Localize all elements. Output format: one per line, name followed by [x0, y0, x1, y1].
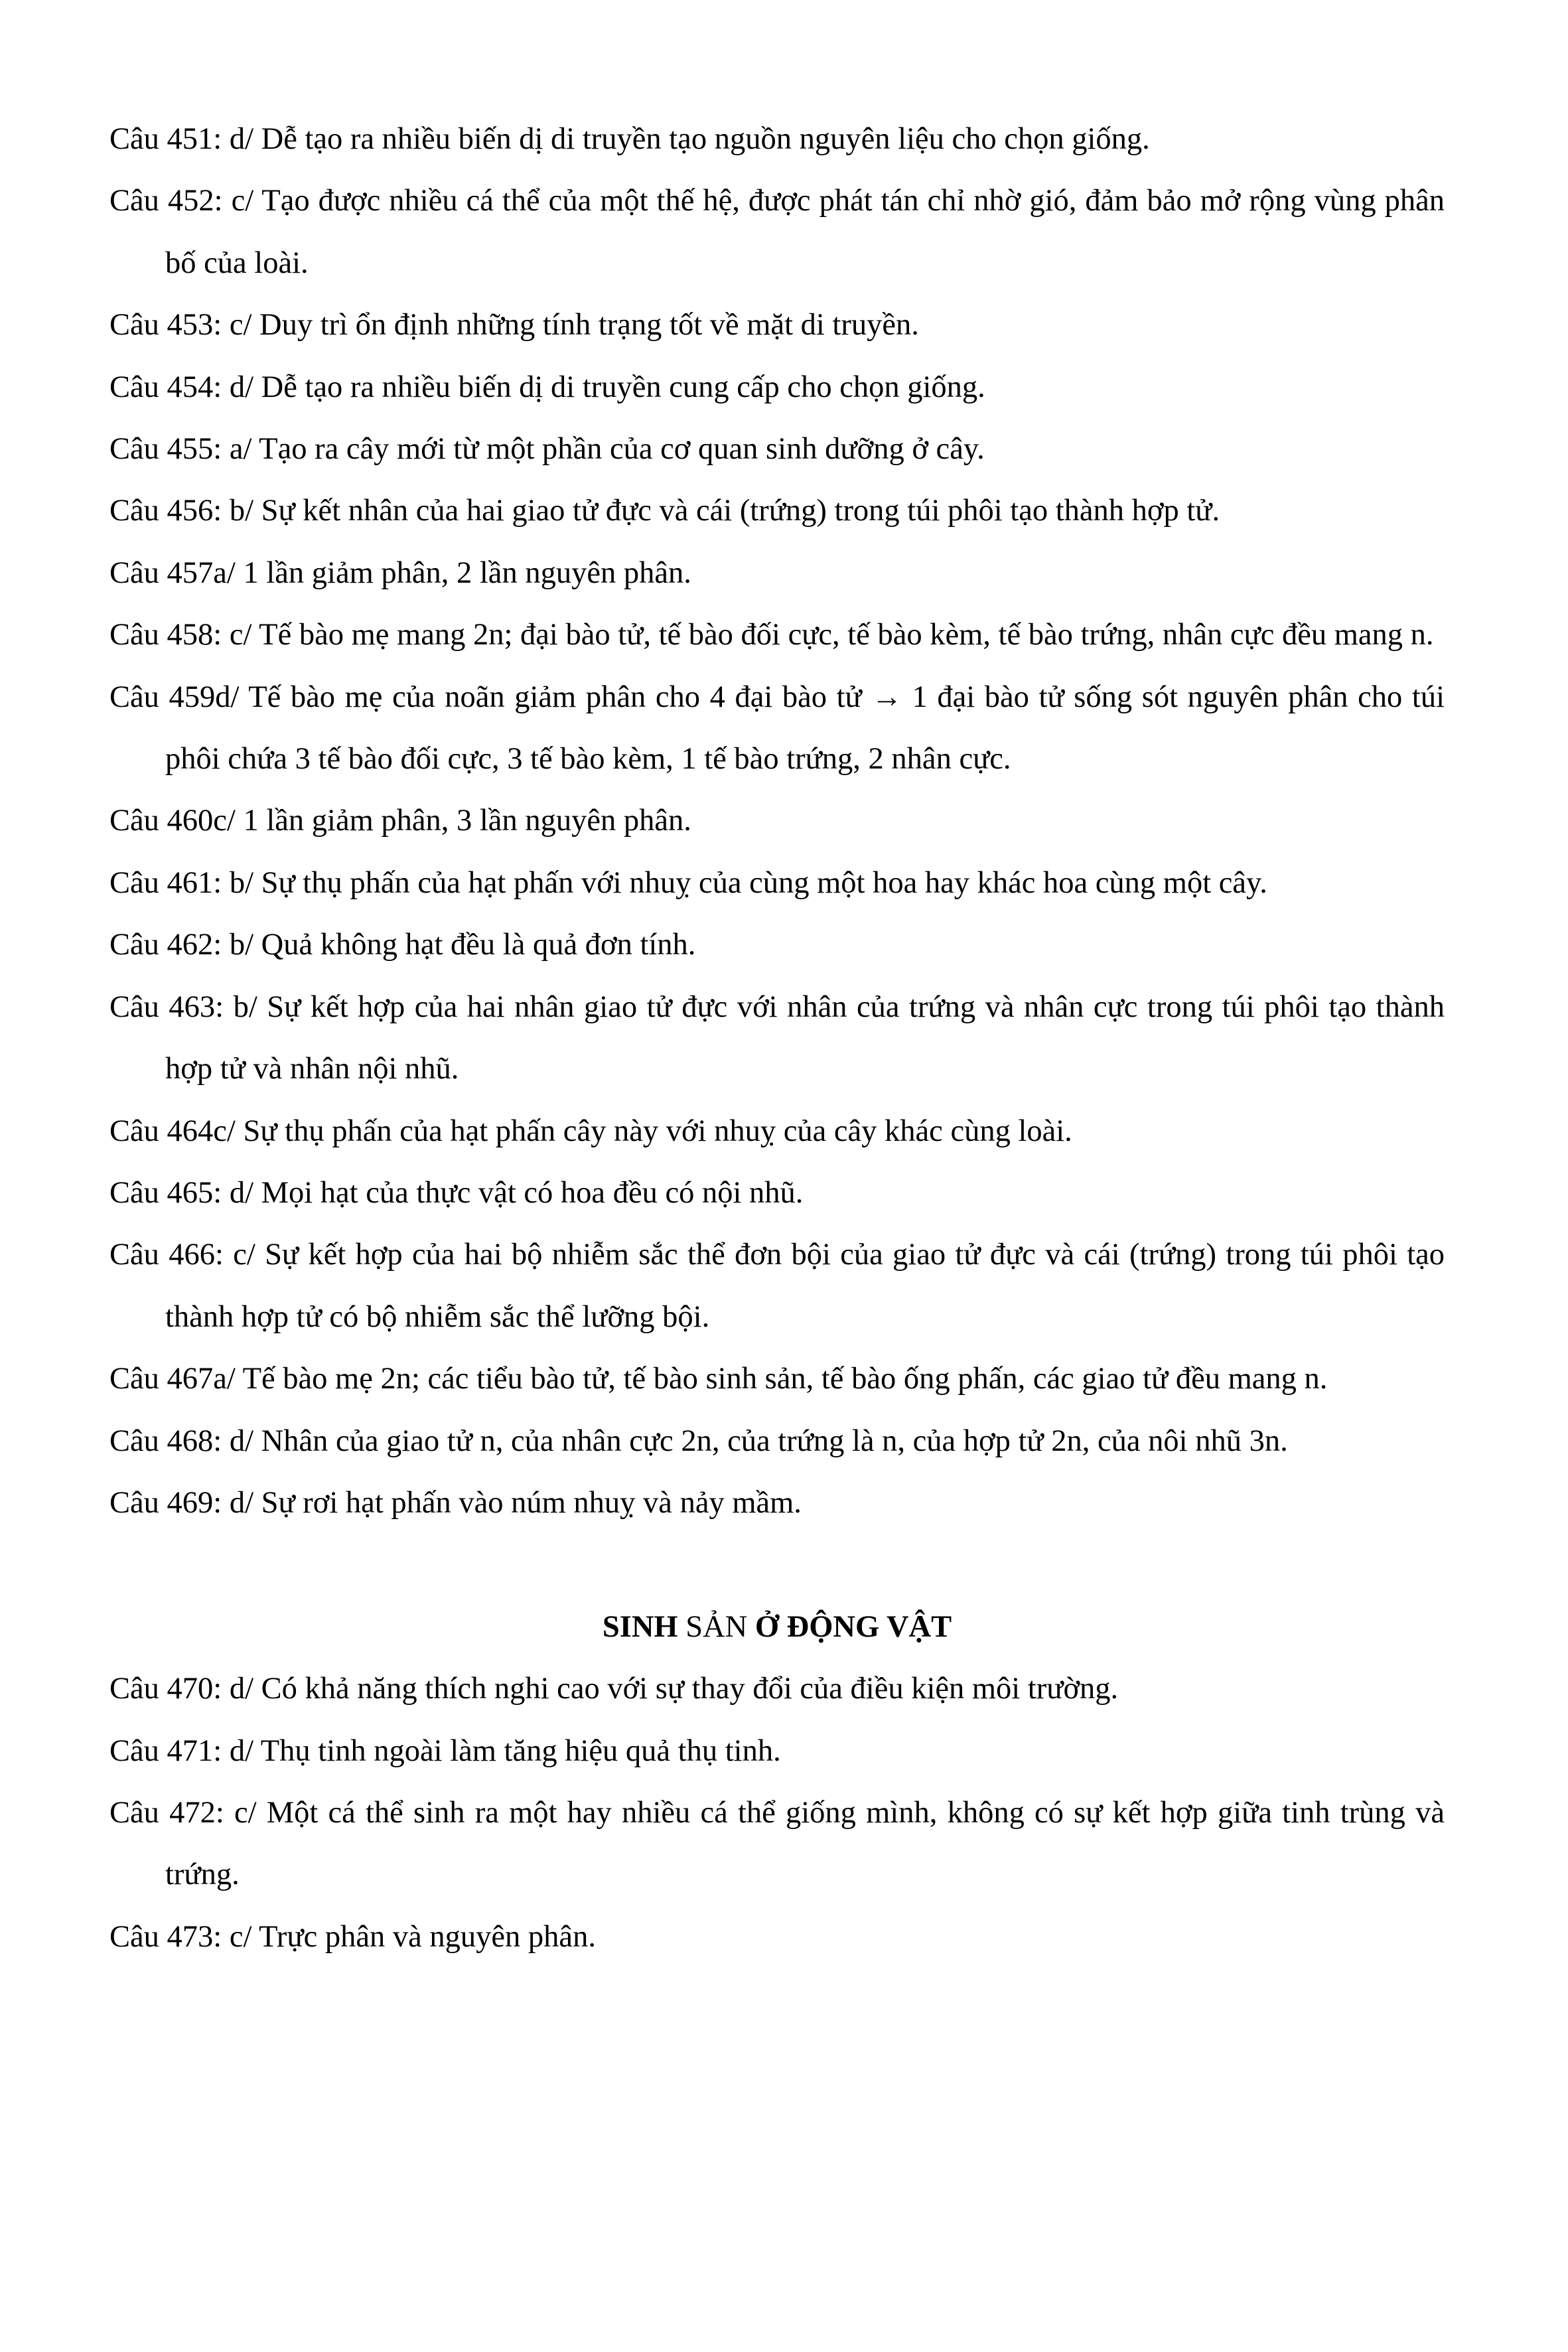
- answer-item: Câu 452: c/ Tạo được nhiều cá thể của một thế hệ, được phát tán chỉ nhờ gió, đảm bảo mở rộng vùng phân bố của loài.: [109, 184, 1445, 280]
- answer-item: Câu 455: a/ Tạo ra cây mới từ một phần của cơ quan sinh dưỡng ở cây.: [109, 432, 985, 467]
- heading-part-2: SẢN: [685, 1609, 748, 1644]
- answer-item: Câu 461: b/ Sự thụ phấn của hạt phấn với nhuỵ của cùng một hoa hay khác hoa cùng một cây.: [109, 865, 1267, 900]
- answer-item: Câu 453: c/ Duy trì ổn định những tính trạng tốt về mặt di truyền.: [109, 308, 919, 342]
- section-heading: [109, 1596, 1445, 1658]
- answer-item: Câu 464c/ Sự thụ phấn của hạt phấn cây này với nhuỵ của cây khác cùng loài.: [109, 1114, 1072, 1148]
- answer-item: Câu 473: c/ Trực phân và nguyên phân.: [109, 1919, 596, 1954]
- answer-item: Câu 459d/ Tế bào mẹ của noãn giảm phân cho 4 đại bào tử → 1 đại bào tử sống sót nguyên phân cho túi phôi chứa 3 tế bào đối cực, 3 tế bào kèm, 1 tế bào trứng, 2 nhân cực.: [109, 680, 1445, 776]
- answer-list-plants: [109, 108, 1445, 1534]
- answer-item: Câu 470: d/ Có khả năng thích nghi cao với sự thay đổi của điều kiện môi trường.: [109, 1672, 1119, 1706]
- answer-item: Câu 465: d/ Mọi hạt của thực vật có hoa đều có nội nhũ.: [109, 1175, 804, 1210]
- blank-line: [109, 1534, 1445, 1595]
- answer-item: Câu 469: d/ Sự rơi hạt phấn vào núm nhuỵ và nảy mầm.: [109, 1485, 802, 1520]
- answer-item: Câu 467a/ Tế bào mẹ 2n; các tiểu bào tử, tế bào sinh sản, tế bào ống phấn, các giao tử đều mang n.: [109, 1362, 1328, 1396]
- answer-item: Câu 458: c/ Tế bào mẹ mang 2n; đại bào tử, tế bào đối cực, tế bào kèm, tế bào trứng, nhân cực đều mang n.: [109, 618, 1434, 652]
- heading-part-3: Ở ĐỘNG VẬT: [754, 1609, 952, 1644]
- document-page: [109, 108, 1445, 1968]
- answer-item: Câu 466: c/ Sự kết hợp của hai bộ nhiễm sắc thể đơn bội của giao tử đực và cái (trứng) trong túi phôi tạo thành hợp tử có bộ nhiễm sắc thể lưỡng bội.: [109, 1238, 1445, 1334]
- answer-item: Câu 460c/ 1 lần giảm phân, 3 lần nguyên phân.: [109, 804, 691, 838]
- answer-item: Câu 468: d/ Nhân của giao tử n, của nhân cực 2n, của trứng là n, của hợp tử 2n, của nôi nhũ 3n.: [109, 1424, 1288, 1458]
- answer-item: Câu 451: d/ Dễ tạo ra nhiều biến dị di truyền tạo nguồn nguyên liệu cho chọn giống.: [109, 122, 1150, 156]
- heading-part-1: SINH: [602, 1609, 678, 1644]
- answer-item: Câu 462: b/ Quả không hạt đều là quả đơn tính.: [109, 928, 696, 962]
- answer-item: Câu 463: b/ Sự kết hợp của hai nhân giao tử đực với nhân của trứng và nhân cực trong túi phôi tạo thành hợp tử và nhân nội nhũ.: [109, 990, 1445, 1086]
- answer-item: Câu 472: c/ Một cá thể sinh ra một hay nhiều cá thể giống mình, không có sự kết hợp giữa tinh trùng và trứng.: [109, 1795, 1445, 1892]
- answer-item: Câu 471: d/ Thụ tinh ngoài làm tăng hiệu quả thụ tinh.: [109, 1733, 781, 1768]
- answer-item: Câu 457a/ 1 lần giảm phân, 2 lần nguyên phân.: [109, 555, 691, 590]
- answer-item: Câu 454: d/ Dễ tạo ra nhiều biến dị di truyền cung cấp cho chọn giống.: [109, 370, 985, 404]
- answer-item: Câu 456: b/ Sự kết nhân của hai giao tử đực và cái (trứng) trong túi phôi tạo thành hợp tử.: [109, 494, 1220, 528]
- answer-list-animals: [109, 1658, 1445, 1968]
